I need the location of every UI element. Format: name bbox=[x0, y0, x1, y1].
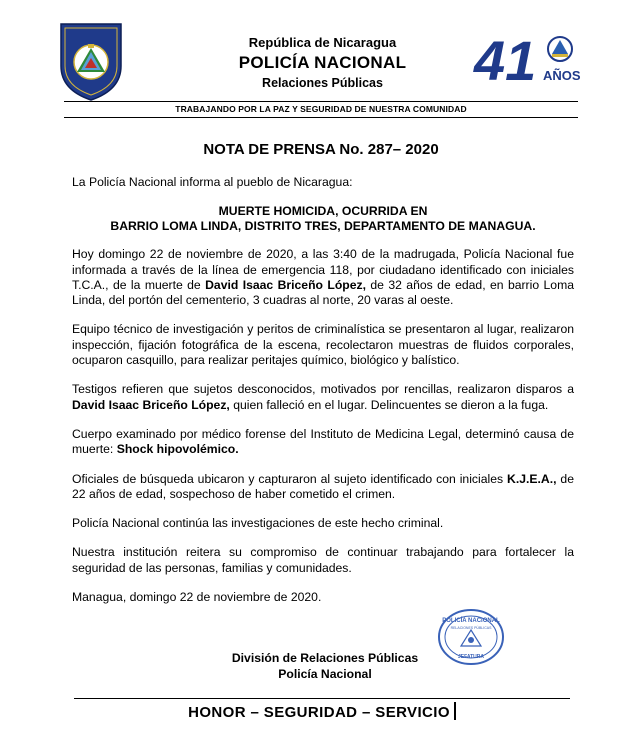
institution-name: POLICÍA NACIONAL bbox=[238, 53, 407, 72]
paragraph-4 bbox=[72, 427, 574, 458]
anniversary-word: AÑOS bbox=[543, 68, 581, 83]
paragraph-6: Policía Nacional continúa las investigaciones de este hecho criminal. bbox=[72, 516, 444, 531]
headline-line2: BARRIO LOMA LINDA, DISTRITO TRES, DEPARTAMENTO DE MANAGUA. bbox=[110, 219, 536, 234]
divider bbox=[74, 698, 570, 699]
text: Oficiales de búsqueda ubicaron y capturaron al sujeto identificado con iniciales bbox=[72, 471, 508, 486]
text: Hoy domingo 22 de noviembre de 2020, a las 3:40 de la madrugada, Policía Nacional fue informada a través de la línea de emergencia 118, por ciudadano identificado con iniciales T.C.A., de la muerte de bbox=[72, 247, 574, 292]
text: Cuerpo examinado por médico forense del Instituto de Medicina Legal, determinó causa de muerte: bbox=[72, 426, 574, 457]
seal-text-bottom: JEFATURA bbox=[457, 654, 485, 660]
signature-line1: División de Relaciones Públicas bbox=[231, 651, 419, 665]
seal-text-top: POLICÍA NACIONAL bbox=[442, 618, 500, 624]
cause-of-death: Shock hipovolémico. bbox=[116, 442, 239, 457]
intro-paragraph: La Policía Nacional informa al pueblo de Nicaragua: bbox=[72, 175, 353, 189]
text: Testigos refieren que sujetos desconocidos, motivados por rencillas, realizaron disparos a bbox=[72, 382, 574, 397]
footer-motto bbox=[74, 702, 570, 721]
headline-line1: MUERTE HOMICIDA, OCURRIDA EN bbox=[218, 204, 428, 219]
divider bbox=[64, 101, 578, 102]
paragraph-2: Equipo técnico de investigación y peritos de criminalística se presentaron al lugar, realizaron inspección, fijación fotográfica de la escena, recolectaron muestras de fluidos corporales, ocuparon casquillo, para realizar peritajes químico, biológico y balístico. bbox=[72, 322, 574, 368]
text-cursor bbox=[454, 702, 456, 720]
press-release-title: NOTA DE PRENSA No. 287– 2020 bbox=[203, 141, 439, 158]
seal-text-mid: RELACIONES PÚBLICAS bbox=[450, 626, 492, 630]
department-name: Relaciones Públicas bbox=[262, 76, 383, 90]
paragraph-7: Nuestra institución reitera su compromiso de continuar trabajando para fortalecer la seguridad de las personas, familias y comunidades. bbox=[72, 545, 574, 575]
suspect-initials: K.J.E.A., bbox=[507, 471, 557, 486]
signature-line2: Policía Nacional bbox=[278, 667, 372, 681]
signature-block bbox=[180, 650, 470, 682]
paragraph-3 bbox=[72, 382, 574, 413]
motto: TRABAJANDO POR LA PAZ Y SEGURIDAD DE NUESTRA COMUNIDAD bbox=[175, 104, 467, 114]
headline bbox=[72, 204, 574, 234]
text: de 22 años de edad, sospechoso de haber cometido el crimen. bbox=[72, 471, 574, 501]
press-release-body bbox=[72, 175, 574, 619]
divider bbox=[64, 117, 578, 118]
paragraph-1 bbox=[72, 247, 574, 308]
victim-name: David Isaac Briceño López, bbox=[205, 277, 366, 292]
footer-text: HONOR – SEGURIDAD – SERVICIO bbox=[188, 704, 450, 721]
policia-nacional-logo bbox=[55, 20, 127, 102]
header-block bbox=[200, 34, 445, 92]
text: quien falleció en el lugar. Delincuentes se dieron a la fuga. bbox=[229, 397, 549, 412]
text: de 32 años de edad, en barrio Loma Linda, del portón del cementerio, 3 cuadras al norte, 20 varas al oeste. bbox=[72, 277, 574, 308]
victim-name: David Isaac Briceño López, bbox=[72, 397, 230, 412]
paragraph-5 bbox=[72, 472, 574, 503]
dateline: Managua, domingo 22 de noviembre de 2020. bbox=[72, 590, 322, 605]
country-name: República de Nicaragua bbox=[248, 35, 397, 50]
anniversary-logo bbox=[472, 30, 582, 88]
anniversary-number: 41 bbox=[474, 30, 537, 88]
